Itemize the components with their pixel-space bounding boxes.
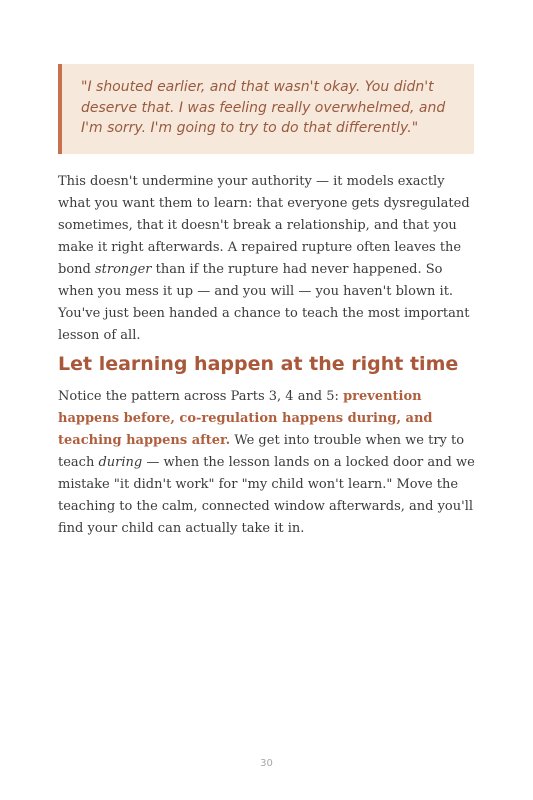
- callout-quote-text: "I shouted earlier, and that wasn't okay. You didn't deserve that. I was feeling really overwhelmed, and I'm sorry. I'm going to try to do that differently.": [81, 79, 446, 136]
- body-paragraph-2: [58, 386, 478, 540]
- paragraph-1-italic-stronger: stronger: [94, 262, 152, 277]
- paragraph-1-text-b: than if the rupture had never happened. So when you mess it up — and you will — you haven't blown it. You've just been handed a chance to teach the most important lesson of all.: [58, 262, 470, 343]
- page-number: 30: [260, 758, 273, 769]
- paragraph-2-emphasis: prevention happens before, co-regulation happens during, and teaching happens after.: [58, 389, 433, 448]
- paragraph-2-text-c: — when the lesson lands on a locked door and we mistake "it didn't work" for "my child won't learn." Move the teaching to the calm, connected window afterwards, and you'll find your child can actually take it in.: [58, 455, 475, 536]
- paragraph-2-text-b: We get into trouble when we try to teach: [58, 433, 465, 470]
- section-heading: Let learning happen at the right time: [58, 353, 459, 375]
- body-paragraph-1: [58, 171, 478, 347]
- quote-callout: [58, 64, 474, 154]
- paragraph-2-text-a: Notice the pattern across Parts 3, 4 and 5:: [58, 389, 344, 404]
- paragraph-1-text-a: This doesn't undermine your authority — it models exactly what you want them to learn: that everyone gets dysregulated sometimes, that it doesn't break a relationship, and that you make it right afterwards. A repaired rupture often leaves the bond: [58, 174, 470, 277]
- paragraph-2-italic-during: during: [98, 455, 143, 470]
